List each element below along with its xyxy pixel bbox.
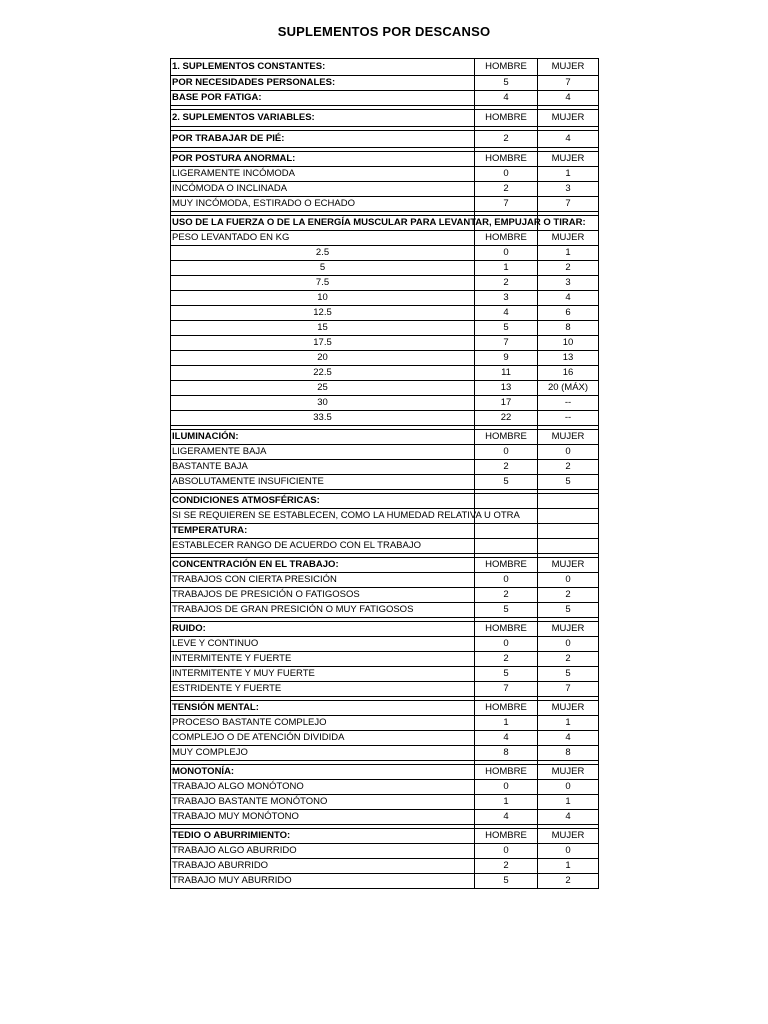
table-row xyxy=(171,652,599,667)
hombre-cell: 2 xyxy=(475,859,538,874)
hombre-cell: 0 xyxy=(475,246,538,261)
table-row xyxy=(171,603,599,618)
mujer-cell: MUJER xyxy=(538,231,599,246)
weight-cell: 7.5 xyxy=(171,276,475,291)
hombre-cell xyxy=(475,539,538,554)
table-row xyxy=(171,216,599,231)
mujer-cell: 6 xyxy=(538,306,599,321)
table-row xyxy=(171,667,599,682)
table-row xyxy=(171,152,599,167)
mujer-cell: 0 xyxy=(538,445,599,460)
supplements-table xyxy=(170,58,599,889)
table-row xyxy=(171,336,599,351)
mujer-cell: 1 xyxy=(538,859,599,874)
hombre-cell: 11 xyxy=(475,366,538,381)
mujer-cell: 4 xyxy=(538,810,599,825)
table-row xyxy=(171,810,599,825)
mujer-cell: MUJER xyxy=(538,59,599,76)
mujer-cell: MUJER xyxy=(538,765,599,780)
section-header-row xyxy=(171,110,599,127)
hombre-cell: 7 xyxy=(475,682,538,697)
table-row xyxy=(171,231,599,246)
hombre-cell: 2 xyxy=(475,131,538,148)
hombre-cell: HOMBRE xyxy=(475,231,538,246)
label-cell: TRABAJO MUY MONÓTONO xyxy=(171,810,475,825)
hombre-cell: 2 xyxy=(475,276,538,291)
mujer-cell xyxy=(538,539,599,554)
hombre-cell: HOMBRE xyxy=(475,430,538,445)
table-row xyxy=(171,588,599,603)
hombre-cell: 5 xyxy=(475,475,538,490)
hombre-cell xyxy=(475,524,538,539)
weight-cell: 17.5 xyxy=(171,336,475,351)
hombre-cell: 4 xyxy=(475,91,538,106)
mujer-cell: 4 xyxy=(538,91,599,106)
mujer-cell xyxy=(538,494,599,509)
mujer-cell: 0 xyxy=(538,637,599,652)
label-cell: TRABAJO ALGO MONÓTONO xyxy=(171,780,475,795)
mujer-cell: MUJER xyxy=(538,701,599,716)
table-row xyxy=(171,182,599,197)
table-row xyxy=(171,167,599,182)
hombre-cell: 0 xyxy=(475,637,538,652)
table-row xyxy=(171,197,599,212)
weight-cell: 12.5 xyxy=(171,306,475,321)
table-row xyxy=(171,844,599,859)
mujer-cell: 0 xyxy=(538,844,599,859)
label-cell: TRABAJO ALGO ABURRIDO xyxy=(171,844,475,859)
label-cell: TRABAJOS DE GRAN PRESICIÓN O MUY FATIGOSOS xyxy=(171,603,475,618)
hombre-cell: 5 xyxy=(475,76,538,91)
mujer-cell xyxy=(538,509,599,524)
table-row xyxy=(171,246,599,261)
mujer-cell: 2 xyxy=(538,874,599,889)
hombre-cell: 7 xyxy=(475,336,538,351)
label-cell: 2. SUPLEMENTOS VARIABLES: xyxy=(171,110,475,127)
mujer-cell: 3 xyxy=(538,182,599,197)
mujer-cell: 0 xyxy=(538,573,599,588)
label-cell: TEDIO O ABURRIMIENTO: xyxy=(171,829,475,844)
label-cell: SI SE REQUIEREN SE ESTABLECEN, COMO LA HUMEDAD RELATIVA U OTRA xyxy=(171,509,475,524)
hombre-cell: HOMBRE xyxy=(475,701,538,716)
mujer-cell: MUJER xyxy=(538,558,599,573)
label-cell: TRABAJO BASTANTE MONÓTONO xyxy=(171,795,475,810)
label-cell: TRABAJOS CON CIERTA PRESICIÓN xyxy=(171,573,475,588)
hombre-cell: 3 xyxy=(475,291,538,306)
hombre-cell: 9 xyxy=(475,351,538,366)
mujer-cell: 4 xyxy=(538,731,599,746)
table-row xyxy=(171,306,599,321)
table-row xyxy=(171,524,599,539)
mujer-cell: 4 xyxy=(538,291,599,306)
label-cell: MONOTONÍA: xyxy=(171,765,475,780)
table-row xyxy=(171,622,599,637)
hombre-cell: HOMBRE xyxy=(475,765,538,780)
weight-cell: 5 xyxy=(171,261,475,276)
label-cell: POR NECESIDADES PERSONALES: xyxy=(171,76,475,91)
label-cell: PESO LEVANTADO EN KG xyxy=(171,231,475,246)
weight-cell: 25 xyxy=(171,381,475,396)
table-row xyxy=(171,76,599,91)
table-row xyxy=(171,731,599,746)
table-row xyxy=(171,291,599,306)
mujer-cell: 5 xyxy=(538,475,599,490)
mujer-cell: 7 xyxy=(538,76,599,91)
mujer-cell: 1 xyxy=(538,246,599,261)
hombre-cell: 0 xyxy=(475,573,538,588)
hombre-cell: 1 xyxy=(475,261,538,276)
label-cell: LIGERAMENTE BAJA xyxy=(171,445,475,460)
hombre-cell: 4 xyxy=(475,306,538,321)
label-cell: BASTANTE BAJA xyxy=(171,460,475,475)
hombre-cell: 22 xyxy=(475,411,538,426)
mujer-cell: 1 xyxy=(538,716,599,731)
table-row xyxy=(171,558,599,573)
hombre-cell: HOMBRE xyxy=(475,110,538,127)
label-cell: POR POSTURA ANORMAL: xyxy=(171,152,475,167)
table-row xyxy=(171,829,599,844)
hombre-cell: 8 xyxy=(475,746,538,761)
mujer-cell: MUJER xyxy=(538,622,599,637)
mujer-cell: 10 xyxy=(538,336,599,351)
hombre-cell: 5 xyxy=(475,874,538,889)
table-row xyxy=(171,765,599,780)
hombre-cell: 0 xyxy=(475,445,538,460)
weight-cell: 22.5 xyxy=(171,366,475,381)
hombre-cell: 1 xyxy=(475,716,538,731)
table-row xyxy=(171,396,599,411)
hombre-cell: HOMBRE xyxy=(475,558,538,573)
label-cell: LEVE Y CONTINUO xyxy=(171,637,475,652)
label-cell: RUIDO: xyxy=(171,622,475,637)
mujer-cell: MUJER xyxy=(538,829,599,844)
hombre-cell: 0 xyxy=(475,167,538,182)
mujer-cell: -- xyxy=(538,396,599,411)
weight-cell: 10 xyxy=(171,291,475,306)
table-row xyxy=(171,780,599,795)
weight-cell: 2.5 xyxy=(171,246,475,261)
label-cell: ILUMINACIÓN: xyxy=(171,430,475,445)
table-row xyxy=(171,859,599,874)
mujer-cell: 7 xyxy=(538,682,599,697)
label-cell: TENSIÓN MENTAL: xyxy=(171,701,475,716)
mujer-cell: 3 xyxy=(538,276,599,291)
mujer-cell: MUJER xyxy=(538,152,599,167)
label-cell: ABSOLUTAMENTE INSUFICIENTE xyxy=(171,475,475,490)
label-cell: LIGERAMENTE INCÓMODA xyxy=(171,167,475,182)
mujer-cell: 0 xyxy=(538,780,599,795)
mujer-cell: 4 xyxy=(538,131,599,148)
table-row xyxy=(171,411,599,426)
hombre-cell: 5 xyxy=(475,321,538,336)
table-row xyxy=(171,321,599,336)
table-row xyxy=(171,682,599,697)
table-row xyxy=(171,716,599,731)
section-header-row xyxy=(171,59,599,76)
label-cell: ESTRIDENTE Y FUERTE xyxy=(171,682,475,697)
hombre-cell: HOMBRE xyxy=(475,59,538,76)
mujer-cell: 1 xyxy=(538,795,599,810)
mujer-cell: 2 xyxy=(538,588,599,603)
hombre-cell: HOMBRE xyxy=(475,829,538,844)
hombre-cell: 0 xyxy=(475,844,538,859)
table-row xyxy=(171,795,599,810)
hombre-cell: 2 xyxy=(475,652,538,667)
hombre-cell: HOMBRE xyxy=(475,152,538,167)
label-cell: TRABAJO MUY ABURRIDO xyxy=(171,874,475,889)
label-cell: INTERMITENTE Y FUERTE xyxy=(171,652,475,667)
hombre-cell: HOMBRE xyxy=(475,622,538,637)
label-cell: INCÓMODA O INCLINADA xyxy=(171,182,475,197)
table-row xyxy=(171,131,599,148)
label-cell: ESTABLECER RANGO DE ACUERDO CON EL TRABAJO xyxy=(171,539,475,554)
table-row xyxy=(171,637,599,652)
label-cell: MUY COMPLEJO xyxy=(171,746,475,761)
mujer-cell: 20 (MÁX) xyxy=(538,381,599,396)
mujer-cell: 2 xyxy=(538,652,599,667)
label-cell: MUY INCÓMODA, ESTIRADO O ECHADO xyxy=(171,197,475,212)
table-row xyxy=(171,381,599,396)
hombre-cell: 5 xyxy=(475,603,538,618)
table-row xyxy=(171,366,599,381)
hombre-cell: 0 xyxy=(475,780,538,795)
mujer-cell: 5 xyxy=(538,603,599,618)
label-cell: INTERMITENTE Y MUY FUERTE xyxy=(171,667,475,682)
label-cell: POR TRABAJAR DE PIÉ: xyxy=(171,131,475,148)
table-row xyxy=(171,701,599,716)
mujer-cell: 2 xyxy=(538,460,599,475)
label-cell: TRABAJOS DE PRESICIÓN O FATIGOSOS xyxy=(171,588,475,603)
hombre-cell: 2 xyxy=(475,460,538,475)
table-row xyxy=(171,746,599,761)
label-cell: COMPLEJO O DE ATENCIÓN DIVIDIDA xyxy=(171,731,475,746)
mujer-cell: 5 xyxy=(538,667,599,682)
table-row xyxy=(171,874,599,889)
table-row xyxy=(171,475,599,490)
hombre-cell: 2 xyxy=(475,588,538,603)
label-cell: BASE POR FATIGA: xyxy=(171,91,475,106)
hombre-cell: 13 xyxy=(475,381,538,396)
table-row xyxy=(171,494,599,509)
weight-cell: 30 xyxy=(171,396,475,411)
hombre-cell: 17 xyxy=(475,396,538,411)
weight-cell: 33.5 xyxy=(171,411,475,426)
table-row xyxy=(171,276,599,291)
label-cell: 1. SUPLEMENTOS CONSTANTES: xyxy=(171,59,475,76)
hombre-cell: 2 xyxy=(475,182,538,197)
table-row xyxy=(171,573,599,588)
mujer-cell: -- xyxy=(538,411,599,426)
label-cell: TEMPERATURA: xyxy=(171,524,475,539)
mujer-cell: 16 xyxy=(538,366,599,381)
weight-cell: 15 xyxy=(171,321,475,336)
table-body xyxy=(171,59,599,889)
hombre-cell xyxy=(475,494,538,509)
hombre-cell: 4 xyxy=(475,731,538,746)
mujer-cell: 13 xyxy=(538,351,599,366)
page-title: SUPLEMENTOS POR DESCANSO xyxy=(277,24,491,39)
mujer-cell xyxy=(538,524,599,539)
table-row xyxy=(171,509,599,524)
mujer-cell: 7 xyxy=(538,197,599,212)
mujer-cell: 2 xyxy=(538,261,599,276)
mujer-cell: 1 xyxy=(538,167,599,182)
hombre-cell: 1 xyxy=(475,795,538,810)
mujer-cell: 8 xyxy=(538,746,599,761)
table-row xyxy=(171,91,599,106)
hombre-cell: 5 xyxy=(475,667,538,682)
hombre-cell: 4 xyxy=(475,810,538,825)
table-row xyxy=(171,351,599,366)
label-cell: CONDICIONES ATMOSFÉRICAS: xyxy=(171,494,475,509)
hombre-cell: 7 xyxy=(475,197,538,212)
table-row xyxy=(171,261,599,276)
mujer-cell: MUJER xyxy=(538,110,599,127)
mujer-cell: MUJER xyxy=(538,430,599,445)
table-row xyxy=(171,460,599,475)
label-cell: TRABAJO ABURRIDO xyxy=(171,859,475,874)
table-row xyxy=(171,539,599,554)
table-row xyxy=(171,430,599,445)
label-cell: USO DE LA FUERZA O DE LA ENERGÍA MUSCULAR PARA LEVANTAR, EMPUJAR O TIRAR: xyxy=(171,216,475,231)
label-cell: CONCENTRACIÓN EN EL TRABAJO: xyxy=(171,558,475,573)
table-row xyxy=(171,445,599,460)
label-cell: PROCESO BASTANTE COMPLEJO xyxy=(171,716,475,731)
weight-cell: 20 xyxy=(171,351,475,366)
mujer-cell: 8 xyxy=(538,321,599,336)
